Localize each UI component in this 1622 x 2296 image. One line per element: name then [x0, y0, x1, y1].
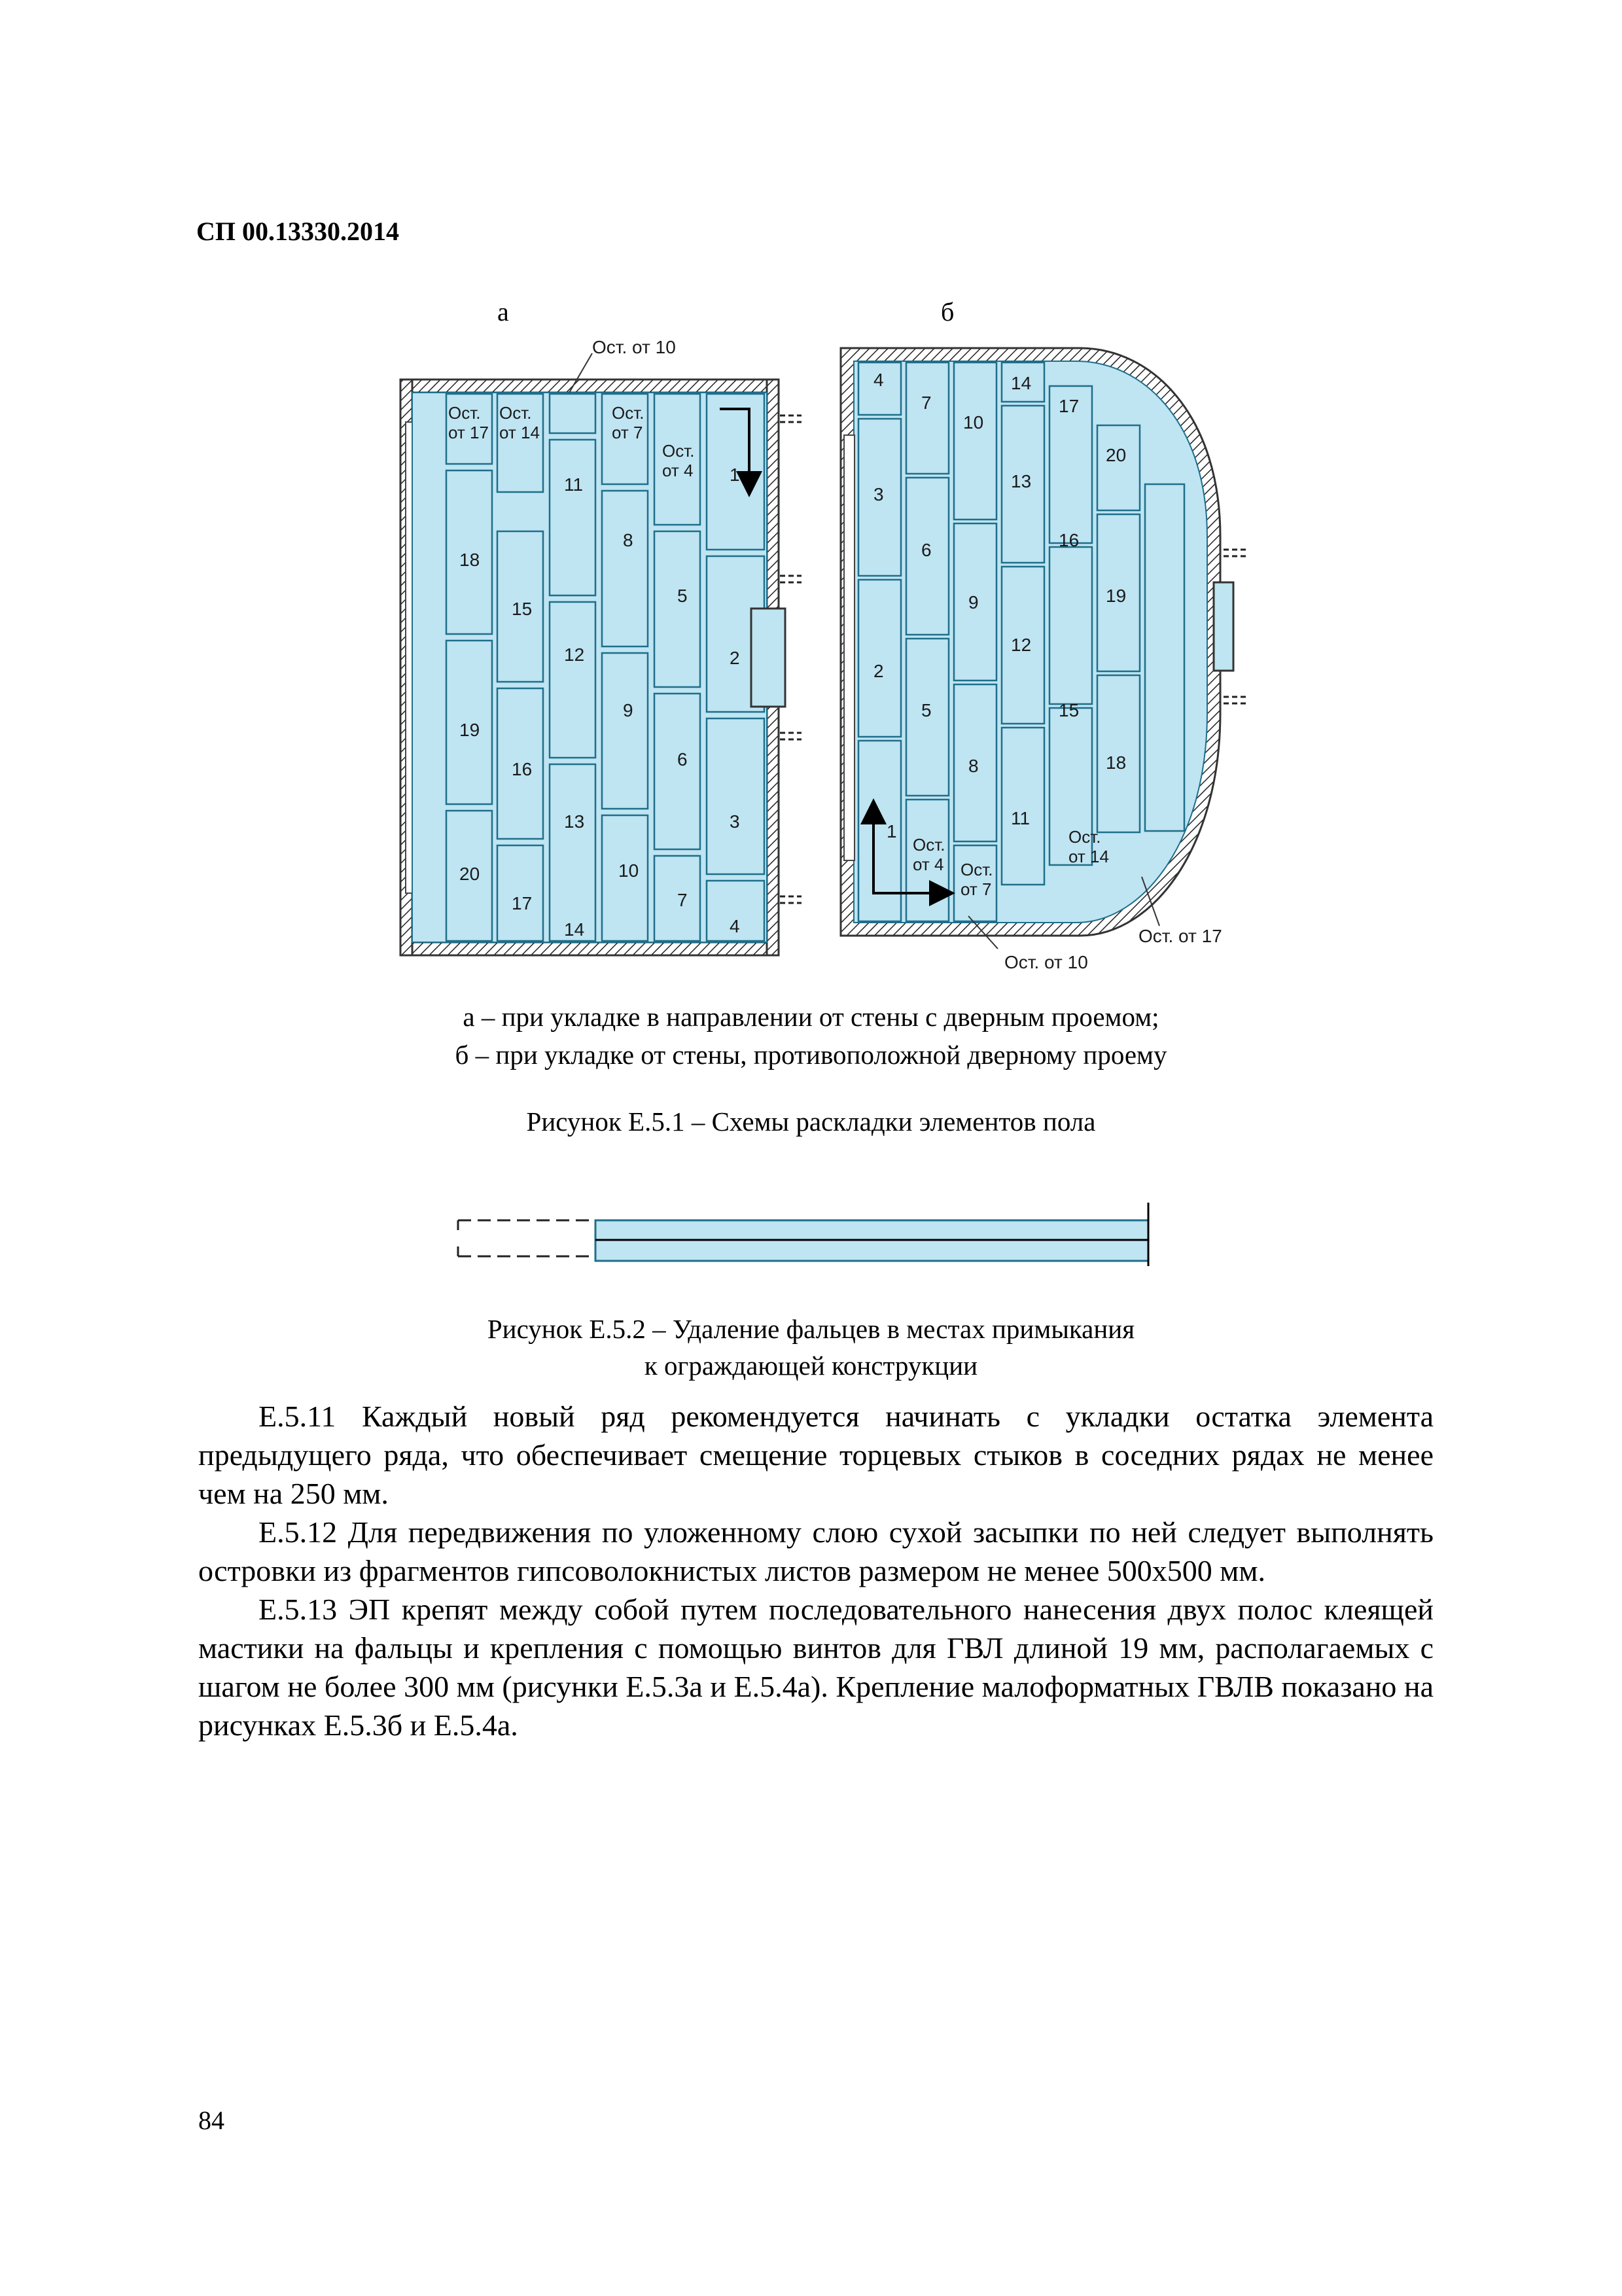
remainder-label: от 17 [448, 423, 489, 442]
wall-niche [751, 609, 785, 707]
tile-number: 4 [873, 370, 884, 390]
fold-removal-figure [451, 1197, 1158, 1269]
paragraph-e513: Е.5.13 ЭП крепят между собой путем последовательного нанесения двух полос клеящей мастики на фальцы и крепления с помощью винтов для ГВЛ длиной 19 мм, располагаемых с шагом не более 300 мм (рисунки Е.5.3а и Е.5.4а). Крепление малоформатных ГВЛВ показано на рисунках Е.5.3б и Е.5.4а. [198, 1593, 1434, 1742]
tile-number: 3 [730, 811, 740, 832]
remainder-label: Ост. [612, 403, 644, 423]
wall-niche [1214, 582, 1233, 671]
callout-ost-10: Ост. от 10 [592, 337, 676, 357]
tile-number: 5 [677, 586, 688, 606]
tile-number: 13 [1011, 471, 1032, 491]
tile [906, 362, 949, 474]
tile-number: 5 [921, 700, 932, 720]
figure1-legend-a: а – при укладке в направлении от стены с дверным проемом; [463, 1002, 1159, 1032]
tile-number: 1 [730, 465, 740, 485]
panel-b [841, 297, 1246, 972]
tile [550, 764, 595, 941]
tile-number: 12 [1011, 635, 1032, 655]
tile-number: 8 [623, 530, 633, 550]
tile-number: 9 [623, 700, 633, 720]
tile-number: 18 [459, 550, 480, 570]
tile [858, 580, 901, 737]
remainder-label: Ост. [913, 835, 945, 855]
remainder-label: Ост. [961, 860, 993, 879]
panel-lower [595, 1240, 1148, 1261]
tile-number: 12 [564, 645, 585, 665]
tile-number: 14 [1011, 373, 1032, 393]
tile [602, 491, 648, 646]
tile [954, 362, 996, 520]
body-text [198, 1397, 1434, 1744]
tile-number: 20 [1106, 445, 1127, 465]
tile [1145, 484, 1184, 831]
tile [654, 531, 700, 687]
tile-number: 11 [564, 474, 584, 495]
remainder-label: от 14 [499, 423, 540, 442]
remainder-label: Ост. [448, 403, 481, 423]
tile-number: 10 [618, 860, 639, 881]
tile-number: 6 [677, 749, 688, 769]
tile [707, 718, 764, 874]
tile-number: 4 [730, 916, 740, 936]
tile [1002, 728, 1044, 885]
figure1-legend-b: б – при укладке от стены, противоположной дверному проему [455, 1040, 1167, 1070]
figure2-caption-line1: Рисунок Е.5.2 – Удаление фальцев в местах примыкания [487, 1314, 1135, 1344]
door-opening [844, 435, 855, 860]
tile [654, 694, 700, 849]
paragraph-e511: Е.5.11 Каждый новый ряд рекомендуется начинать с укладки остатка элемента предыдущего ряда, что обеспечивает смещение торцевых стыков в соседних рядах не менее чем на 250 мм. [198, 1400, 1434, 1510]
remainder-label: от 14 [1068, 847, 1109, 866]
remainder-label: Ост. [1068, 827, 1101, 847]
panel-a-letter: а [497, 297, 509, 327]
page-number: 84 [198, 2106, 224, 2135]
wall-top [400, 380, 779, 393]
tile [550, 602, 595, 758]
tile-number: 16 [512, 759, 533, 779]
tile-number: 11 [1011, 808, 1031, 828]
tile-number: 20 [459, 864, 480, 884]
tile-number: 15 [512, 599, 533, 619]
tile-number: 9 [968, 592, 979, 612]
tile [550, 440, 595, 595]
tile-number: 6 [921, 540, 932, 560]
tile-number: 7 [677, 890, 688, 910]
tile-number: 2 [730, 648, 740, 668]
paragraph-e512: Е.5.12 Для передвижения по уложенному слою сухой засыпки по ней следует выполнять островки из фрагментов гипсоволокнистых листов размером не менее 500х500 мм. [198, 1515, 1434, 1587]
remainder-label: Ост. [662, 441, 695, 461]
document-code: СП 00.13330.2014 [196, 217, 399, 246]
tile [1097, 425, 1140, 510]
tile-number: 8 [968, 756, 979, 776]
tile [602, 653, 648, 809]
tile-number: 18 [1106, 752, 1127, 773]
figure1-caption: Рисунок Е.5.1 – Схемы раскладки элементов пола [526, 1106, 1096, 1137]
removed-fold-dashed [458, 1220, 595, 1256]
remainder-label: от 7 [961, 879, 992, 899]
panel-b-letter: б [941, 297, 955, 327]
tile-number: 7 [921, 393, 932, 413]
tile-number: 15 [1059, 700, 1080, 720]
tile-number: 17 [1059, 396, 1080, 416]
tile-number: 10 [963, 412, 984, 433]
floor-layout-figure [393, 288, 1276, 988]
remainder-label: от 7 [612, 423, 643, 442]
tile-number: 19 [459, 720, 480, 740]
wall-bottom [400, 942, 779, 955]
remainder-label: Ост. [499, 403, 532, 423]
tile-number: 16 [1059, 530, 1080, 550]
tile-number: 17 [512, 893, 533, 913]
panel-upper [595, 1220, 1148, 1240]
tile-number: 3 [873, 484, 884, 504]
remainder-label: от 4 [913, 855, 944, 874]
panel-a [400, 297, 802, 955]
tile-number: 13 [564, 811, 585, 832]
callout-ost-10: Ост. от 10 [1004, 952, 1088, 972]
tile-number: 2 [873, 661, 884, 681]
callout-ost-17: Ост. от 17 [1138, 926, 1222, 946]
tile [550, 394, 595, 433]
figure2-caption-line2: к ограждающей конструкции [644, 1351, 978, 1381]
tile [1049, 547, 1092, 704]
tile-number: 19 [1106, 586, 1127, 606]
remainder-label: от 4 [662, 461, 694, 480]
tile-number: 14 [564, 919, 585, 940]
tile-number: 1 [887, 821, 897, 841]
